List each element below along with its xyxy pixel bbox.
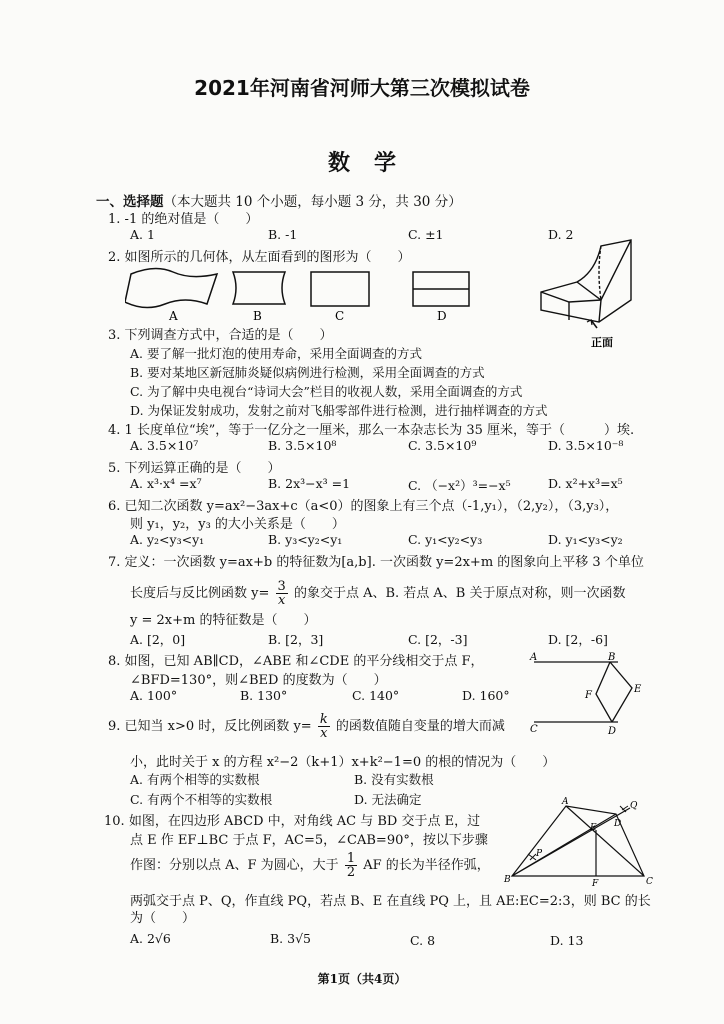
q6-option-a: A. y₂<y₃<y₁ (130, 532, 205, 547)
q1-option-b: B. -1 (268, 227, 298, 242)
question-4 (108, 419, 634, 438)
question-number: 9. (108, 719, 121, 734)
page-footer: 第1页（共4页） (317, 972, 407, 986)
section-title: 一、选择题 (96, 194, 164, 210)
front-label: 正面 (591, 336, 613, 349)
q8-figure (528, 648, 648, 738)
q8-label-c: C (530, 724, 538, 735)
q7-option-d: D. [2，-6] (548, 632, 608, 647)
question-number: 6. (108, 499, 121, 514)
q10-label-d: D (614, 819, 622, 829)
fraction-numerator: k (319, 712, 328, 727)
q8-label-e: E (634, 684, 642, 695)
question-number: 4. (108, 423, 121, 438)
question-stem-part: 已知当 x>0 时，反比例函数 y= (124, 719, 312, 734)
q9-stem-line2: 小，此时关于 x 的方程 x²−2（k+1）x+k²−1=0 的根的情况为（ ） (130, 755, 556, 770)
question-6 (108, 495, 618, 514)
q7-stem-line3: y = 2x+m 的特征数是（ ） (130, 613, 317, 628)
q8-label-a: A (530, 652, 538, 663)
q8-option-a: A. 100° (130, 688, 178, 703)
q10-option-b: B. 3√5 (270, 931, 312, 946)
q10-stem-line4: 两弧交于点 P、Q，作直线 PQ，若点 B、E 在直线 PQ 上，且 AE:EC=2:3，则 BC 的长 (130, 894, 651, 909)
q5-option-b: B. 2x³−x³ =1 (268, 476, 351, 491)
question-stem-part: 作图：分别以点 A、F 为圆心，大于 (130, 858, 339, 873)
q1-option-c: C. ±1 (408, 227, 444, 242)
q10-label-b: B (504, 875, 511, 885)
q1-option-a: A. 1 (130, 227, 155, 242)
q9-option-d: D. 无法确定 (354, 792, 422, 807)
q10-label-f: F (592, 879, 599, 888)
q3-option-b: B. 要对某地区新冠肺炎疑似病例进行检测，采用全面调查的方式 (130, 365, 485, 380)
question-stem: 下列调查方式中，合适的是（ ） (124, 328, 333, 343)
q3-option-d: D. 为保证发射成功，发射之前对飞船零部件进行检测，进行抽样调查的方式 (130, 403, 548, 418)
q4-option-b: B. 3.5×10⁸ (268, 438, 337, 453)
section-heading (96, 190, 462, 210)
q3-option-c: C. 为了解中央电视台“诗词大会”栏目的收视人数，采用全面调查的方式 (130, 384, 523, 399)
q10-label-a: A (562, 797, 569, 807)
q4-option-a: A. 3.5×10⁷ (130, 438, 199, 453)
q7-option-c: C. [2，-3] (408, 632, 468, 647)
q3-option-a: A. 要了解一批灯泡的使用寿命，采用全面调查的方式 (130, 346, 422, 361)
q2-solid-figure (535, 236, 645, 350)
q8-label-d: D (608, 726, 617, 737)
q10-label-c: C (646, 877, 653, 887)
q9-fraction (318, 713, 330, 740)
q8-label-b: B (608, 652, 616, 663)
question-number: 1. (108, 212, 121, 227)
q4-option-c: C. 3.5×10⁹ (408, 438, 477, 453)
q10-figure (500, 796, 660, 888)
q7-option-a: A. [2，0] (130, 632, 186, 647)
question-stem: 已知二次函数 y=ax²−3ax+c（a<0）的图象上有三个点（-1,y₁），（2,y₂），（3,y₃）， (124, 499, 619, 514)
q8-label-f: F (585, 690, 592, 701)
q10-option-a: A. 2√6 (130, 931, 171, 946)
q7-option-b: B. [2，3] (268, 632, 324, 647)
q9-option-b: B. 没有实数根 (354, 772, 434, 787)
question-10 (104, 810, 480, 829)
q6-stem-line2: 则 y₁，y₂，y₃ 的大小关系是（ ） (130, 517, 345, 532)
q2-option-figures (125, 262, 470, 322)
q7-stem-line2 (130, 580, 625, 607)
page-title: 2021年河南省河师大第三次模拟试卷 (194, 76, 530, 100)
q7-stem-part: 的象交于点 A、B. 若点 A、B 关于原点对称，则一次函数 (293, 586, 626, 601)
question-number: 10. (104, 814, 125, 829)
q8-option-d: D. 160° (462, 688, 510, 703)
question-number: 3. (108, 328, 121, 343)
fraction-numerator: 3 (277, 579, 286, 594)
q10-label-e: E (590, 823, 597, 833)
q5-option-d: D. x²+x³=x⁵ (548, 476, 623, 491)
question-number: 5. (108, 461, 121, 476)
q2-label-b: B (253, 309, 262, 322)
fraction-denominator: x (277, 593, 286, 608)
q2-shape-b (233, 272, 285, 304)
q10-stem-line3 (130, 852, 490, 879)
question-stem-part: AF 的长为半径作弧， (363, 858, 490, 873)
q6-option-b: B. y₃<y₂<y₁ (268, 532, 343, 547)
q8-option-c: C. 140° (352, 688, 400, 703)
question-stem: 如图，在四边形 ABCD 中，对角线 AC 与 BD 交于点 E，过 (128, 814, 481, 829)
q4-option-d: D. 3.5×10⁻⁸ (548, 438, 624, 453)
q10-stem-line2: 点 E 作 EF⊥BC 于点 F，AC=5，∠CAB=90°，按以下步骤 (130, 833, 488, 848)
question-stem: 定义：一次函数 y=ax+b 的特征数为[a,b]. 一次函数 y=2x+m 的图象向上平移 3 个单位 (124, 555, 644, 570)
q9-option-a: A. 有两个相等的实数根 (130, 772, 260, 787)
question-5 (108, 457, 281, 476)
question-number: 7. (108, 555, 121, 570)
q10-stem-line5: 为（ ） (130, 911, 196, 926)
subject-heading: 数学 (327, 151, 420, 176)
q6-option-d: D. y₁<y₃<y₂ (548, 532, 623, 547)
q10-option-c: C. 8 (410, 933, 436, 948)
question-7 (108, 551, 644, 570)
q10-option-d: D. 13 (550, 933, 584, 948)
question-stem: 下列运算正确的是（ ） (124, 461, 281, 476)
q8-stem-line2: ∠BFD=130°，则∠BED 的度数为（ ） (130, 673, 387, 688)
question-stem-part: 的函数值随自变量的增大而减 (335, 719, 505, 734)
question-stem: 1 长度单位“埃”，等于一亿分之一厘米，那么一本杂志长为 35 厘米，等于（ ）埃. (124, 423, 635, 438)
fraction-denominator: x (320, 726, 328, 741)
section-note: （本大题共 10 个小题，每小题 3 分，共 30 分） (163, 194, 462, 210)
q2-shape-a (125, 268, 217, 307)
q10-fraction (345, 852, 357, 879)
question-number: 2. (108, 250, 121, 265)
q7-stem-part: 长度后与反比例函数 y= (130, 586, 270, 601)
q8-option-b: B. 130° (240, 688, 288, 703)
q2-label-c: C (335, 309, 345, 322)
q2-label-a: A (169, 309, 178, 322)
question-number: 8. (108, 654, 121, 669)
q2-label-d: D (437, 309, 447, 322)
q10-label-q: Q (630, 801, 638, 811)
question-stem: 如图，已知 AB∥CD，∠ABE 和∠CDE 的平分线相交于点 F， (124, 654, 484, 669)
q7-fraction (276, 580, 288, 607)
q5-option-c: C. （−x²）³=−x⁵ (408, 478, 511, 493)
q10-label-p: P (536, 849, 543, 859)
question-1 (108, 208, 258, 227)
q6-option-c: C. y₁<y₂<y₃ (408, 532, 483, 547)
question-3 (108, 324, 333, 343)
fraction-numerator: 1 (346, 851, 356, 866)
question-stem: -1 的绝对值是（ ） (124, 212, 259, 227)
q1-option-d: D. 2 (548, 227, 574, 242)
question-9 (108, 713, 505, 740)
question-8 (108, 650, 484, 669)
question-stem: 如图所示的几何体，从左面看到的图形为（ ） (124, 250, 411, 265)
fraction-denominator: 2 (346, 865, 356, 880)
q2-shape-c (311, 272, 369, 306)
q9-option-c: C. 有两个不相等的实数根 (130, 792, 273, 807)
q5-option-a: A. x³·x⁴ =x⁷ (130, 476, 202, 491)
